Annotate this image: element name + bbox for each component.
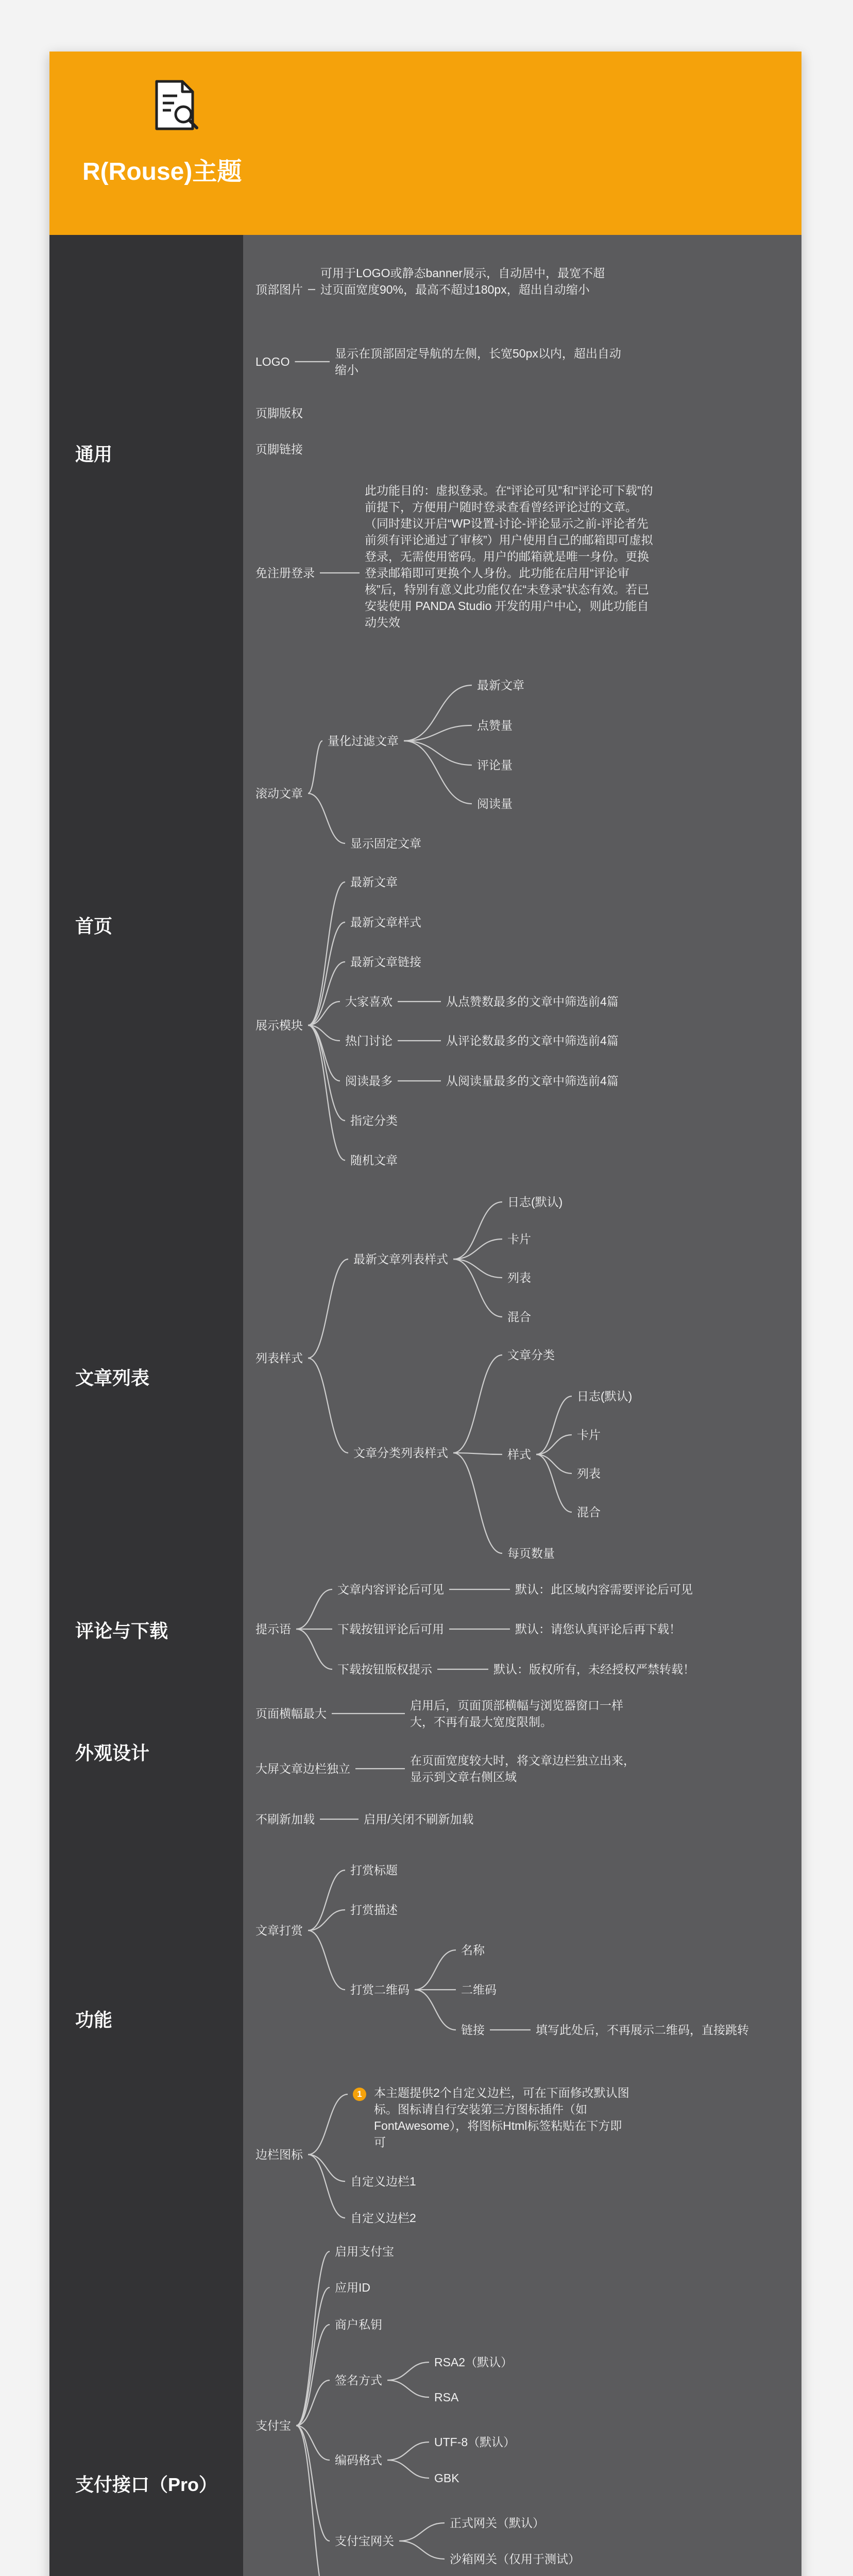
node-ap5a: UTF-8（默认）: [434, 2435, 516, 2449]
node-top-img: 顶部图片: [255, 283, 303, 296]
node-cs2: 卡片: [577, 1428, 601, 1442]
node-ls2: 卡片: [507, 1232, 531, 1246]
node-ap5: 编码格式: [335, 2453, 382, 2467]
node-sc3: 最新文章链接: [350, 955, 421, 969]
node-sc5d: 从评论数最多的文章中筛选前4篇: [446, 1034, 619, 1047]
node-ap2: 应用ID: [335, 2281, 370, 2294]
section-label: 文章列表: [75, 1367, 150, 1388]
node-free-login-d: 此功能目的：虚拟登录。在“评论可见”和“评论可下载”的前提下，方便用户随时登录查看曾经评论过的文章。（同时建议开启“WP设置-讨论-评论显示之前-评论者先前须有评论通过了审核”）用户使用自己的邮箱即可虚拟登录，无需使用密码。用户的邮箱就是唯一身份。更换登录邮箱即可更换个人身份。此功能在启用“评论审核”后，特别有意义此功能仅在“未登录”状态有效。若已安装使用 PANDA Studio 开发的用户中心，则此功能自动失效: [365, 484, 653, 629]
node-sc1: 最新文章: [350, 875, 398, 889]
node-sc8: 随机文章: [350, 1154, 398, 1167]
section-label: 支付接口（Pro）: [75, 2474, 218, 2495]
node-rw2: 打赏描述: [350, 1903, 398, 1917]
node-copyright: 页脚版权: [255, 406, 303, 420]
node-sc6d: 从阅读量最多的文章中筛选前4篇: [446, 1074, 619, 1088]
node-liststyle: 列表样式: [255, 1351, 303, 1365]
node-ls3: 列表: [507, 1271, 531, 1284]
header: [49, 52, 801, 235]
node-ap6: 支付宝网关: [335, 2534, 394, 2548]
node-showcase: 展示模块: [255, 1019, 303, 1032]
node-ap6a: 正式网关（默认）: [450, 2516, 544, 2530]
node-rw1: 打赏标题: [350, 1863, 398, 1877]
node-qr3d: 填写此处后，不再展示二维码，直接跳转: [536, 2023, 749, 2037]
node-likes: 点赞量: [477, 719, 513, 732]
node-sc6: 阅读最多: [345, 1074, 393, 1088]
node-latest-style: 最新文章列表样式: [353, 1252, 448, 1266]
section-label: 功能: [75, 2009, 113, 2030]
node-cs3: 列表: [577, 1467, 601, 1480]
document-search-icon: [152, 77, 204, 134]
page-title: R(Rouse)主题: [82, 158, 242, 185]
node-tip2: 下载按钮评论后可用: [337, 1622, 444, 1636]
node-sideicon: 边栏图标: [255, 2148, 303, 2161]
node-sc7: 指定分类: [350, 1114, 398, 1127]
node-ap4a: RSA2（默认）: [434, 2355, 513, 2369]
node-cs-style: 样式: [507, 1448, 531, 1461]
node-sc5: 热门讨论: [345, 1034, 393, 1047]
node-ap1: 启用支付宝: [335, 2245, 394, 2258]
node-sideicon2: 自定义边栏2: [350, 2211, 416, 2225]
node-ap5b: GBK: [434, 2471, 459, 2485]
node-tip3: 下载按钮版权提示: [337, 1663, 432, 1676]
node-sc2: 最新文章样式: [350, 916, 421, 929]
node-qr1: 名称: [461, 1943, 485, 1957]
mindmap-card: [49, 52, 801, 2576]
section-label: 首页: [75, 916, 113, 937]
section-label: 评论与下载: [75, 1620, 168, 1641]
node-ap6b: 沙箱网关（仅用于测试）: [450, 2552, 580, 2566]
node-cs1: 日志(默认): [577, 1389, 633, 1403]
node-top-img-d: 可用于LOGO或静态banner展示，自动居中，最宽不超过页面宽度90%，最高不超过180px，超出自动缩小: [320, 266, 605, 296]
node-sc4d: 从点赞数最多的文章中筛选前4篇: [446, 995, 619, 1008]
section-label: 通用: [75, 444, 113, 465]
node-sidebar: 大屏文章边栏独立: [255, 1762, 350, 1775]
node-ls4: 混合: [507, 1310, 531, 1324]
node-ap3: 商户私钥: [335, 2318, 382, 2331]
node-cs4: 混合: [577, 1505, 601, 1519]
node-sidebar-d: 在页面宽度较大时，将文章边栏独立出来，显示到文章右侧区域: [410, 1754, 635, 1784]
node-tip2d: 默认：请您认真评论后再下载！: [515, 1622, 681, 1636]
node-tip: 提示语: [255, 1622, 291, 1636]
node-logo: LOGO: [255, 355, 290, 368]
node-banner-max: 页面横幅最大: [255, 1707, 327, 1720]
node-scroll: 滚动文章: [255, 787, 303, 800]
node-views: 阅读量: [477, 797, 513, 810]
node-cat-style: 文章分类列表样式: [353, 1446, 448, 1460]
info-badge-icon: 1: [353, 2088, 366, 2101]
node-reward: 文章打赏: [255, 1924, 303, 1937]
node-qr2: 二维码: [461, 1983, 497, 1996]
node-ap4b: RSA: [434, 2391, 459, 2404]
node-free-login: 免注册登录: [255, 566, 315, 580]
node-banner-max-d: 启用后，页面顶部横幅与浏览器窗口一样大，不再有最大宽度限制。: [410, 1699, 623, 1728]
node-tip1d: 默认：此区域内容需要评论后可见: [515, 1583, 693, 1596]
section-label: 外观设计: [75, 1742, 150, 1764]
node-logo-d: 显示在顶部固定导航的左侧，长宽50px以内，超出自动缩小: [335, 347, 621, 377]
node-comments: 评论量: [477, 758, 513, 772]
node-noload-d: 启用/关闭不刷新加载: [364, 1812, 474, 1826]
node-alipay: 支付宝: [255, 2419, 291, 2432]
node-cs-cat: 文章分类: [507, 1348, 555, 1362]
node-fixed: 显示固定文章: [350, 837, 421, 850]
node-latest: 最新文章: [477, 679, 524, 692]
node-tip1: 文章内容评论后可见: [337, 1583, 444, 1596]
node-footlink: 页脚链接: [255, 443, 303, 456]
node-sideicon-note: 本主题提供2个自定义边栏，可在下面修改默认图标。图标请自行安装第三方图标插件（如FontAwesome），将图标Html标签粘贴在下方即可: [374, 2086, 629, 2149]
node-sideicon1: 自定义边栏1: [350, 2175, 416, 2188]
section-column: [49, 235, 243, 2576]
node-cs-count: 每页数量: [507, 1547, 555, 1560]
node-quant: 量化过滤文章: [328, 734, 399, 748]
node-ap4: 签名方式: [335, 2374, 382, 2387]
node-rw3: 打赏二维码: [350, 1983, 410, 1996]
node-ls1: 日志(默认): [507, 1195, 563, 1209]
node-sc4: 大家喜欢: [345, 995, 393, 1008]
node-tip3d: 默认：版权所有，未经授权严禁转载！: [493, 1663, 695, 1676]
node-noload: 不刷新加载: [255, 1812, 315, 1826]
node-qr3: 链接: [461, 2023, 485, 2037]
